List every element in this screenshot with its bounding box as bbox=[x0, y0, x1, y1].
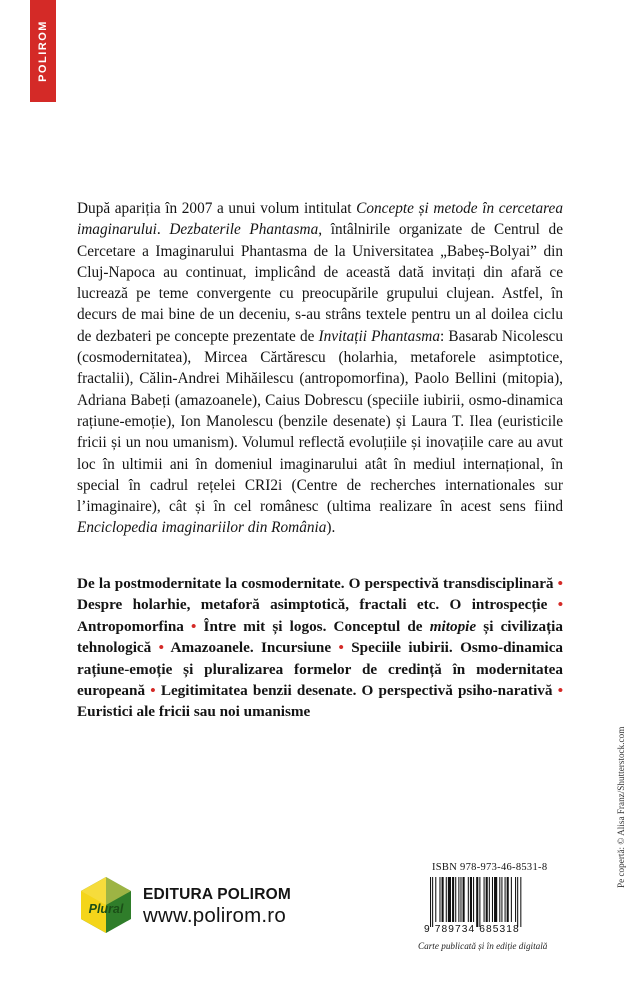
barcode-bar bbox=[505, 877, 506, 922]
publisher-url: www.polirom.ro bbox=[143, 904, 286, 927]
blurb-text: : Basarab Nicolescu (cosmodernitatea), Mircea Cărtărescu (holarhia, metaforele asimptotice, fractalii), Călin-Andrei Mihăilescu (antropomorfina), Paolo Bellini (mitopia), Adriana Babeți (amazoanele), Caius Dobrescu (speciile iubirii, osmo-dinamica rațiune-emoție), Ion Manolescu (benzile desenate) și Laura T. Ilea (euristicile fricii și un nou umanism). Volumul reflectă evoluțiile și inovațiile care au avut loc în ultimii ani în domeniul imaginarului atât în mediul internațional, în special în cadrul rețelei CRI2i (Centre de recherches internationales sur l’imaginaire), cât și în cel românesc (ultima realizare în acest sens fiind bbox=[77, 327, 563, 516]
digital-edition-note: Carte publicată și în ediție digitală bbox=[418, 941, 548, 951]
barcode-bar bbox=[473, 877, 474, 922]
barcode-bar bbox=[511, 877, 512, 922]
polirom-brand-tab bbox=[30, 0, 56, 102]
contents-item: Legitimitatea benzii desenate. O perspectivă psiho-narativă bbox=[160, 682, 553, 700]
barcode-bar bbox=[484, 877, 485, 922]
bullet-separator: • bbox=[557, 596, 564, 614]
contents-item: Euristici ale fricii sau noi umanisme bbox=[77, 703, 311, 721]
barcode-bar bbox=[499, 877, 500, 922]
barcode-bar bbox=[442, 877, 444, 922]
barcode-bar bbox=[458, 877, 459, 922]
blurb-book-title: Enciclopedia imaginariilor din România bbox=[77, 519, 327, 537]
blurb-text: , întâlnirile organizate de Centrul de Cercetare a Imaginarului Phantasma de la Universitatea „Babeș-Bolyai” din Cluj-Napoca au continuat, implicând de această dată invitați din afară ce lucrează pe teme convergente cu preocupările grupului clujean. Astfel, în decurs de mai bine de un deceniu, s-au strâns textele pentru un al doilea ciclu de dezbateri pe concepte prezentate de bbox=[77, 221, 563, 345]
contents-item: Între mit și logos. Conceptul de bbox=[203, 617, 430, 635]
barcode-bar bbox=[432, 877, 433, 927]
contents-item: și civilizația tehnologică bbox=[77, 617, 563, 657]
barcode-bar bbox=[489, 877, 490, 922]
isbn-barcode bbox=[420, 876, 570, 934]
contents-emphasis: mitopie bbox=[429, 617, 477, 635]
barcode-bar bbox=[439, 877, 440, 922]
bullet-separator: • bbox=[557, 682, 564, 700]
logo-text: Plural bbox=[88, 902, 124, 916]
blurb-text: . bbox=[156, 221, 170, 239]
blurb-book-title: Dezbaterile Phantasma bbox=[169, 221, 319, 239]
barcode-bar bbox=[470, 877, 472, 922]
isbn-number: ISBN 978-973-46-8531-8 bbox=[432, 862, 548, 873]
blurb-book-title: Invitații Phantasma bbox=[318, 327, 440, 345]
bullet-separator: • bbox=[338, 639, 344, 657]
barcode-bar bbox=[430, 877, 431, 927]
barcode-bars bbox=[430, 877, 521, 927]
bullet-separator: • bbox=[191, 617, 197, 635]
barcode-bar bbox=[479, 877, 480, 927]
barcode-bar bbox=[446, 877, 447, 922]
barcode-bar bbox=[452, 877, 454, 922]
contents-item: De la postmodernitate la cosmodernitate. O perspectivă transdisciplinară bbox=[77, 575, 554, 592]
bullet-separator: • bbox=[557, 575, 563, 592]
blurb-text: ). bbox=[326, 519, 336, 537]
barcode-bar bbox=[455, 877, 456, 922]
barcode-bar bbox=[492, 877, 493, 922]
back-cover-blurb bbox=[77, 198, 563, 539]
barcode-bar bbox=[435, 877, 436, 922]
bullet-separator: • bbox=[150, 682, 156, 700]
brand-tab-label: POLIROM bbox=[37, 20, 49, 82]
barcode-digits: 9 789734 685318 bbox=[424, 924, 520, 934]
barcode-bar bbox=[476, 877, 478, 927]
bullet-separator: • bbox=[158, 639, 164, 657]
cover-credit: Pe copertă: © Alisa Franz/Shutterstock.com bbox=[616, 726, 626, 888]
barcode-bar bbox=[468, 877, 469, 922]
barcode-bar bbox=[520, 877, 521, 927]
contents-item: Despre holarhie, metaforă asimptotică, fractali etc. O introspecție bbox=[77, 596, 548, 614]
blurb-book-title: Concepte și metode în cercetarea imaginarului bbox=[77, 200, 563, 239]
barcode-bar bbox=[515, 877, 516, 922]
contents-item: Amazoanele. Incursiune bbox=[170, 639, 332, 657]
barcode-bar bbox=[507, 877, 509, 922]
contents-item: Speciile iubirii. Osmo-dinamica rațiune-emoție și pluralizarea formelor de credință în modernitatea europeană bbox=[77, 639, 564, 700]
contents-item: Antropomorfina bbox=[77, 617, 184, 635]
barcode-bar bbox=[517, 877, 518, 927]
barcode-bar bbox=[448, 877, 451, 922]
barcode-bar bbox=[486, 877, 488, 922]
barcode-bar bbox=[460, 877, 461, 922]
barcode-bar bbox=[494, 877, 497, 922]
barcode-bar bbox=[463, 877, 465, 922]
publisher-name: EDITURA POLIROM bbox=[143, 886, 291, 903]
blurb-text: După apariția în 2007 a unui volum intitulat bbox=[77, 200, 357, 217]
table-of-contents bbox=[77, 573, 563, 723]
plural-logo bbox=[80, 876, 132, 934]
barcode-bar bbox=[501, 877, 502, 922]
